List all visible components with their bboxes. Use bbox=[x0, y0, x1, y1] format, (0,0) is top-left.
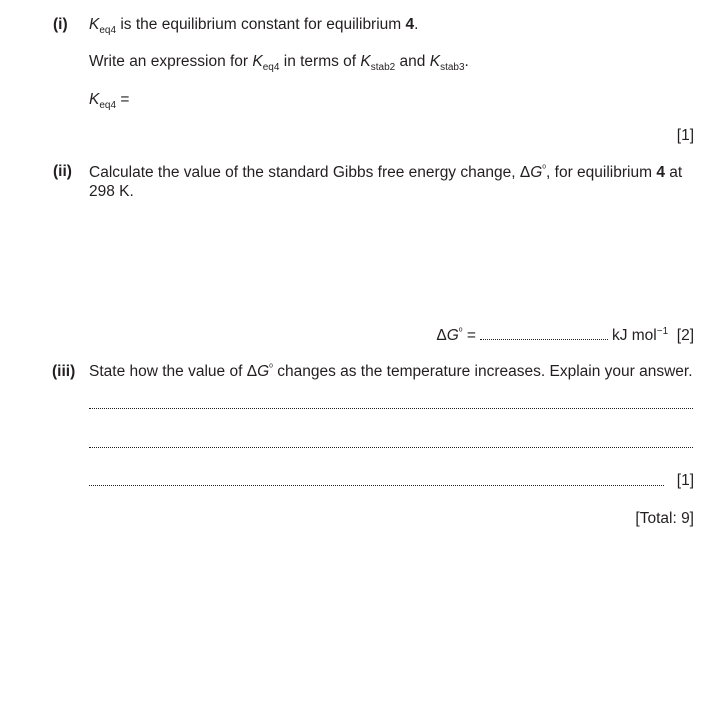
unit-main: kJ mol bbox=[611, 327, 657, 344]
part-iii-text-after: changes as the temperature increases. Explain your answer. bbox=[277, 363, 693, 380]
part-i-statement bbox=[89, 16, 418, 34]
k-stab2-subscript: stab2 bbox=[370, 62, 396, 73]
k-eq4-answer-line bbox=[89, 91, 129, 109]
g-symbol: G bbox=[446, 327, 459, 344]
k-stab3-subscript: stab3 bbox=[440, 62, 465, 73]
equilibrium-number: 4 bbox=[405, 16, 415, 33]
part-i-marks: [1] bbox=[676, 127, 694, 144]
part-ii-question bbox=[89, 163, 694, 201]
delta-symbol: Δ bbox=[436, 327, 447, 344]
answer-line-3[interactable] bbox=[89, 485, 664, 486]
delta-g-answer-line bbox=[436, 327, 694, 345]
part-iii-label: (iii) bbox=[52, 363, 76, 380]
k-symbol: K bbox=[89, 91, 100, 108]
standard-sign: ᵒ bbox=[542, 163, 547, 174]
answer-line-2[interactable] bbox=[89, 447, 693, 448]
and-text: and bbox=[399, 53, 426, 70]
k-symbol: K bbox=[429, 53, 441, 70]
standard-sign: ᵒ bbox=[269, 362, 273, 373]
period: . bbox=[414, 16, 419, 33]
answer-line-1[interactable] bbox=[89, 408, 693, 409]
part-i-label: (i) bbox=[53, 16, 68, 33]
instruction-prefix: Write an expression for bbox=[89, 53, 249, 70]
standard-sign: ᵒ bbox=[458, 326, 463, 337]
part-iii-marks: [1] bbox=[676, 472, 694, 489]
part-ii-text-after: at bbox=[669, 164, 683, 181]
part-iii-question bbox=[89, 363, 693, 381]
part-ii-marks: [2] bbox=[676, 327, 694, 344]
part-iii-text-before: State how the value of bbox=[89, 363, 243, 380]
part-ii-text-line2: 298 K. bbox=[89, 183, 134, 200]
part-ii-label: (ii) bbox=[53, 163, 72, 180]
part-i-intro-text: is the equilibrium constant for equilibrium bbox=[120, 16, 402, 33]
k-symbol: K bbox=[89, 16, 100, 33]
period: . bbox=[464, 53, 469, 70]
k-symbol: K bbox=[252, 53, 263, 70]
equals-sign: = bbox=[466, 327, 476, 344]
equilibrium-number: 4 bbox=[656, 164, 665, 181]
k-eq4-subscript: eq4 bbox=[262, 62, 280, 73]
g-symbol: G bbox=[530, 164, 543, 181]
delta-symbol: Δ bbox=[519, 164, 531, 181]
delta-symbol: Δ bbox=[246, 363, 258, 380]
equals-sign: = bbox=[120, 91, 130, 108]
k-eq4-subscript: eq4 bbox=[99, 25, 117, 36]
part-ii-text-mid: , for equilibrium bbox=[546, 164, 653, 181]
k-eq4-subscript: eq4 bbox=[99, 100, 117, 111]
total-marks: [Total: 9] bbox=[635, 510, 694, 527]
delta-g-answer-field[interactable] bbox=[480, 339, 608, 340]
unit-exponent: −1 bbox=[656, 326, 669, 337]
part-ii-text-before: Calculate the value of the standard Gibbs free energy change, bbox=[89, 164, 516, 181]
part-i-instruction bbox=[89, 53, 469, 71]
g-symbol: G bbox=[257, 363, 270, 380]
k-symbol: K bbox=[360, 53, 371, 70]
instruction-mid: in terms of bbox=[283, 53, 357, 70]
